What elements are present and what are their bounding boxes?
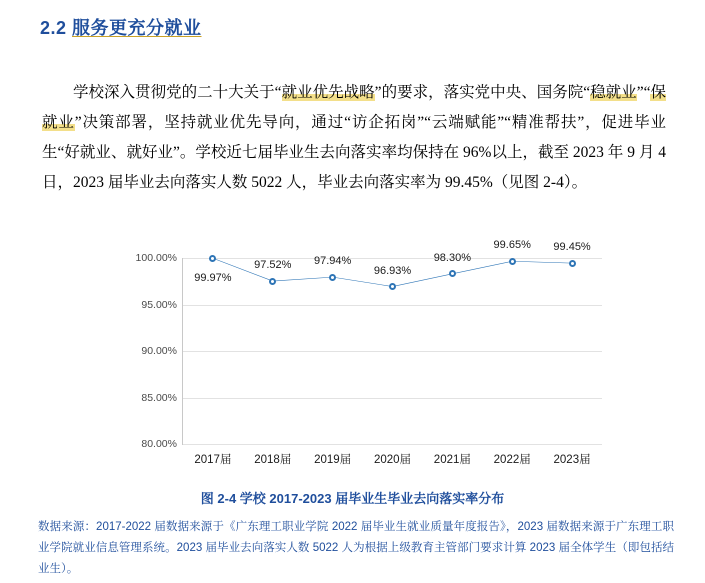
highlighted-term-2: 稳就业 <box>590 83 637 101</box>
paragraph-segment-3: ”“ <box>636 83 651 101</box>
paragraph-segment-2: ”的要求，落实党中央、国务院“ <box>374 83 591 101</box>
data-point-label: 99.97% <box>194 272 232 285</box>
data-point-marker <box>329 274 336 281</box>
figure-caption: 图 2-4 学校 2017-2023 届毕业生毕业去向落实率分布 <box>200 491 505 506</box>
body-paragraph <box>42 78 666 198</box>
y-axis-tick-label: 80.00% <box>141 438 177 450</box>
data-point-marker <box>569 260 576 267</box>
data-point-marker <box>509 258 516 265</box>
x-axis-tick-label: 2020届 <box>373 454 412 466</box>
data-point-label: 97.94% <box>313 255 352 268</box>
y-axis-tick-label: 90.00% <box>141 345 177 357</box>
highlighted-term-3: 保就业 <box>42 83 666 131</box>
gridline <box>183 444 602 445</box>
x-axis-tick-label: 2023届 <box>553 454 591 466</box>
highlighted-term-1: 就业优先战略 <box>281 83 375 101</box>
data-point-label: 97.52% <box>254 259 292 272</box>
section-number: 2.2 <box>40 18 73 38</box>
gridline <box>183 398 602 399</box>
gridline <box>183 258 602 259</box>
gridline <box>183 351 602 352</box>
x-axis-tick-label: 2019届 <box>314 454 352 466</box>
chart-plot-area <box>135 239 602 466</box>
section-title: 服务更充分就业 <box>72 18 202 38</box>
data-point-label: 99.45% <box>553 241 591 254</box>
section-heading <box>40 14 202 40</box>
y-axis-tick-label: 100.00% <box>135 252 177 264</box>
source-note: 数据来源：2017-2022 届数据来源于《广东理工职业学院 2022 届毕业生就业质量年度报告》，2023 届数据来源于广东理工职业学院就业信息管理系统。2023 届毕业去向落实人数 5022 人为根据上级教育主管部门要求计算 2023 届全体学生（即包括结业生）。 <box>38 521 674 575</box>
data-point-marker <box>389 283 396 290</box>
x-axis-tick-label: 2021届 <box>433 454 471 466</box>
x-axis-tick-label: 2022届 <box>493 454 531 466</box>
y-axis-tick-label: 85.00% <box>141 391 177 404</box>
data-point-label: 98.30% <box>433 251 471 264</box>
paragraph-segment-4: ”决策部署，坚持就业优先导向，通过“访企拓岗”“云端赋能”“精准帮扶”，促进毕业生“好就业、就好业”。学校近七届毕业生去向落实率均保持在 96%以上，截至 2023 年 9 月 4 日，2023 届毕业去向落实人数 5022 人，毕业去向落实率为 99.45%（见图 2-4）。 <box>42 113 666 191</box>
x-axis-tick-label: 2017届 <box>194 454 232 466</box>
employment-rate-line-chart <box>120 239 610 473</box>
data-point-marker <box>269 278 276 285</box>
paragraph-segment-1: 学校深入贯彻党的二十大关于“ <box>73 83 282 101</box>
y-axis-tick-label: 95.00% <box>141 298 177 311</box>
data-point-label: 96.93% <box>373 264 412 277</box>
data-point-label: 99.65% <box>493 239 531 252</box>
gridline <box>183 305 602 306</box>
x-axis-tick-label: 2018届 <box>254 454 292 466</box>
